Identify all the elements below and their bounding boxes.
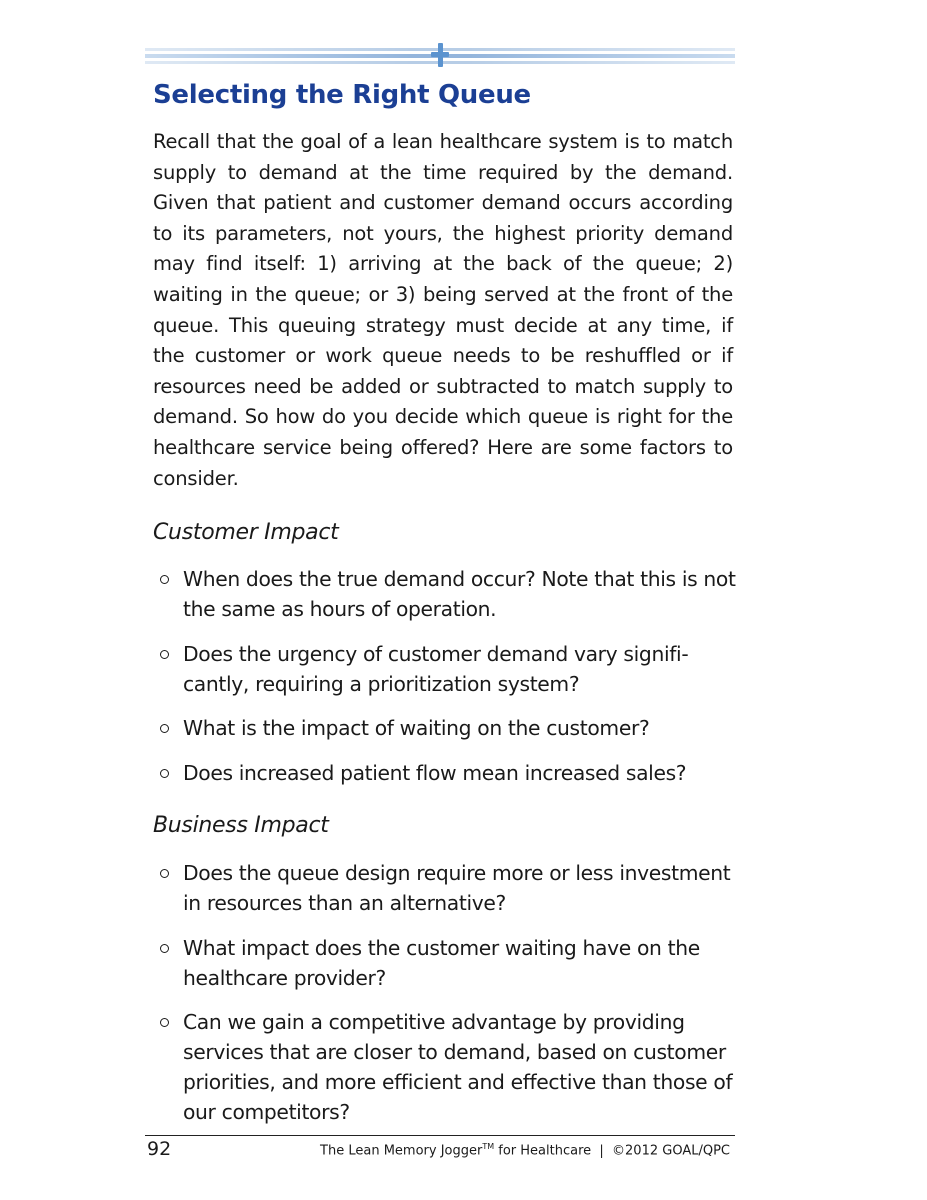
list-item: Does increased patient flow mean increased sales? bbox=[153, 758, 738, 788]
list-item: What is the impact of waiting on the customer? bbox=[153, 713, 738, 743]
circle-bullet-icon bbox=[160, 869, 169, 878]
business-impact-list bbox=[153, 858, 738, 1142]
page-number: 92 bbox=[147, 1138, 172, 1160]
list-item: Can we gain a competitive advantage by providing services that are closer to demand, based on customer priorities, and more efficient and effective than those of our competitors? bbox=[153, 1007, 738, 1127]
circle-bullet-icon bbox=[160, 575, 169, 584]
section-heading-business-impact: Business Impact bbox=[153, 813, 329, 838]
footer-rule bbox=[145, 1135, 735, 1136]
footer-credit: The Lean Memory Jogger™ for Healthcare | ©2012 GOAL/QPC bbox=[320, 1142, 730, 1159]
customer-impact-list bbox=[153, 564, 738, 802]
circle-bullet-icon bbox=[160, 724, 169, 733]
circle-bullet-icon bbox=[160, 769, 169, 778]
list-item: When does the true demand occur? Note that this is not the same as hours of operation. bbox=[153, 564, 738, 624]
circle-bullet-icon bbox=[160, 944, 169, 953]
circle-bullet-icon bbox=[160, 650, 169, 659]
list-item: Does the urgency of customer demand vary significantly, requiring a prioritization system? bbox=[153, 639, 738, 699]
header-rule bbox=[145, 44, 735, 68]
plus-cross-icon bbox=[431, 43, 449, 67]
list-item: What impact does the customer waiting have on the healthcare provider? bbox=[153, 933, 738, 993]
page-title: Selecting the Right Queue bbox=[153, 80, 531, 110]
intro-paragraph: Recall that the goal of a lean healthcare system is to match supply to demand at the time required by the demand. Given that patient and customer demand occurs according to its parameters, not yours, the highest priority demand may find itself: 1) arriving at the back of the queue; 2) waiting in the queue; or 3) being served at the front of the queue. This queuing strategy must decide at any time, if the customer or work queue needs to be reshuffled or if resources need be added or subtracted to match supply to demand. So how do you decide which queue is right for the healthcare service being offered? Here are some factors to consider. bbox=[153, 130, 733, 490]
list-item: Does the queue design require more or less investment in resources than an alternative? bbox=[153, 858, 738, 918]
circle-bullet-icon bbox=[160, 1018, 169, 1027]
section-heading-customer-impact: Customer Impact bbox=[153, 520, 339, 545]
